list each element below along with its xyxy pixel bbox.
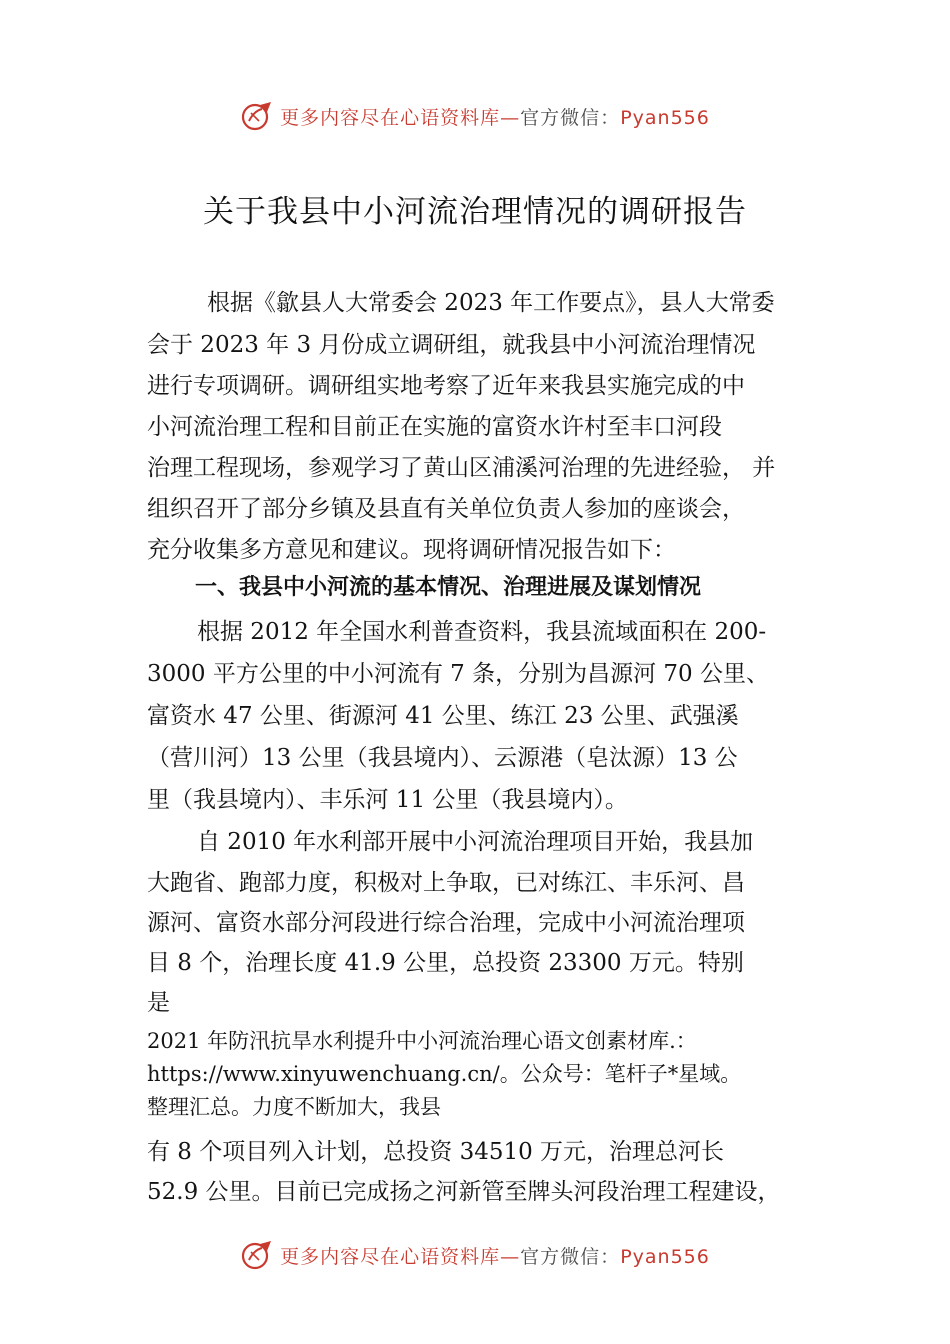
body-line: https://www.xinyuwenchuang.cn/。公众号：笔杆子*星域。: [147, 1062, 742, 1086]
body-line: 根据《歙县人大常委会 2023 年工作要点》，县人大常委: [207, 290, 775, 316]
body-line: 充分收集多方意见和建议。现将调研情况报告如下：: [147, 537, 676, 563]
body-line: 目 8 个，治理长度 41.9 公里，总投资 23300 万元。特别: [147, 950, 744, 976]
banner-main-text: 更多内容尽在心语资料库—: [280, 1245, 521, 1268]
footer-banner: [0, 1235, 950, 1275]
body-line: 有 8 个项目列入计划，总投资 34510 万元，治理总河长: [147, 1139, 725, 1165]
body-line: 治理工程现场，参观学习了黄山区浦溪河治理的先进经验， 并: [147, 455, 776, 481]
document-title: 关于我县中小河流治理情况的调研报告: [203, 194, 747, 230]
banner-text: [280, 1242, 710, 1269]
banner-main-text: 更多内容尽在心语资料库—: [280, 106, 521, 129]
body-line: 源河、富资水部分河段进行综合治理，完成中小河流治理项: [147, 910, 745, 936]
banner-wechat-id: Pyan556: [620, 1245, 710, 1268]
banner-text: [280, 103, 710, 130]
body-line: 2021 年防汛抗旱水利提升中小河流治理心语文创素材库.：: [147, 1029, 697, 1053]
body-line: 自 2010 年水利部开展中小河流治理项目开始，我县加: [197, 829, 754, 855]
pen-logo-icon: [240, 1238, 274, 1272]
body-line: 小河流治理工程和目前正在实施的富资水许村至丰口河段: [147, 414, 722, 440]
body-line: （营川河）13 公里（我县境内）、云源港（皂汰源）13 公: [147, 745, 738, 771]
body-line: 是: [147, 990, 170, 1016]
body-line: 富资水 47 公里、街源河 41 公里、练江 23 公里、武强溪: [147, 703, 739, 729]
section-heading: 一、我县中小河流的基本情况、治理进展及谋划情况: [195, 575, 702, 600]
banner-wechat-label: 官方微信：: [520, 106, 621, 129]
body-line: 大跑省、跑部力度，积极对上争取，已对练江、丰乐河、昌: [147, 870, 745, 896]
pen-logo-icon: [240, 99, 274, 133]
body-line: 52.9 公里。目前已完成扬之河新管至牌头河段治理工程建设，: [147, 1179, 781, 1205]
banner-wechat-id: Pyan556: [620, 106, 710, 129]
body-line: 进行专项调研。调研组实地考察了近年来我县实施完成的中: [147, 373, 745, 399]
body-line: 会于 2023 年 3 月份成立调研组，就我县中小河流治理情况: [147, 332, 756, 358]
body-line: 里（我县境内）、丰乐河 11 公里（我县境内）。: [147, 787, 628, 813]
body-line: 整理汇总。力度不断加大，我县: [147, 1095, 441, 1119]
body-line: 组织召开了部分乡镇及县直有关单位负责人参加的座谈会，: [147, 496, 745, 522]
banner-wechat-label: 官方微信：: [520, 1245, 621, 1268]
body-line: 根据 2012 年全国水利普查资料，我县流域面积在 200-: [197, 619, 767, 645]
body-line: 3000 平方公里的中小河流有 7 条，分别为昌源河 70 公里、: [147, 661, 769, 687]
header-banner: [0, 96, 950, 136]
